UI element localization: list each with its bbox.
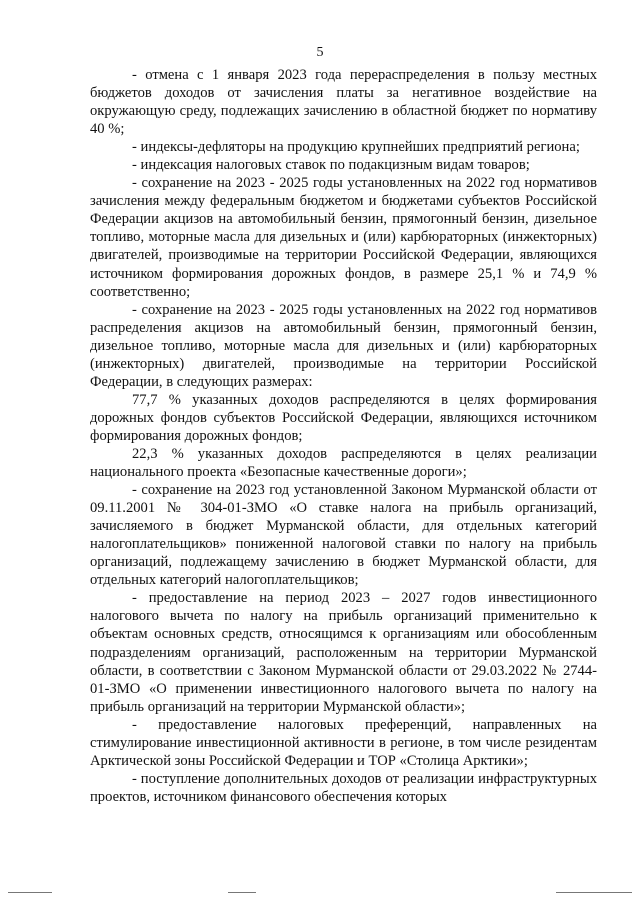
paragraph-reduced-profit-tax-rate: - сохранение на 2023 год установленной Законом Мурманской области от 09.11.2001 № 304-01-ЗМО «О ставке налога на прибыль организаций, зачисляемого в бюджет Мурманской области, для отдельных категорий налогоплательщиков» пониженной налоговой ставки по налогу на прибыль организаций, подлежащему зачислению в бюджет Мурманской области, для отдельных категорий налогоплательщиков; [90,482,597,589]
footer-rule-left [8,892,52,893]
paragraph-additional-revenue: - поступление дополнительных доходов от реализации инфраструктурных проектов, источником финансового обеспечения которых [90,770,597,805]
paragraph-national-project-share: 22,3 % указанных доходов распределяются в целях реализации национального проекта «Безопасные качественные дороги»; [90,445,597,481]
paragraph-excise-distribution: - сохранение на 2023 - 2025 годы установленных на 2022 год нормативов распределения акцизов на автомобильный бензин, прямогонный бензин, дизельное топливо, моторные масла для дизельных и (или) карбюраторных (инжекторных) двигателей, производимые на территории Российской Федерации, в следующих размерах: [90,301,597,390]
paragraph-local-budget-transfer: - отмена с 1 января 2023 года перераспределения в пользу местных бюджетов доходов от зачисления платы за негативное воздействие на окружающую среду, подлежащих зачислению в областной бюджет по нормативу 40 %; [90,67,597,138]
body-text [90,66,597,806]
paragraph-excise-allocation-federal: - сохранение на 2023 - 2025 годы установленных на 2022 год нормативов зачисления между федеральным бюджетом и бюджетами субъектов Российской Федерации акцизов на автомобильный бензин, прямогонный бензин, дизельное топливо, моторные масла для дизельных и (или) карбюраторных (инжекторных) двигателей, производимые на территории Российской Федерации, являющихся источником формирования дорожных фондов, в размере 25,1 % и 74,9 % соответственно; [90,175,597,300]
footer-rule-center [228,892,256,893]
paragraph-tax-preferences: - предоставление налоговых преференций, направленных на стимулирование инвестиционной активности в регионе, в том числе резидентам Арктической зоны Российской Федерации и ТОР «Столица Арктики»; [90,716,597,769]
paragraph-road-funds-share: 77,7 % указанных доходов распределяются в целях формирования дорожных фондов субъектов Российской Федерации, являющихся источником формирования дорожных фондов; [90,391,597,444]
paragraph-deflator-indexes: - индексы-дефляторы на продукцию крупнейших предприятий региона; [132,139,580,156]
page-number: 5 [316,45,324,60]
paragraph-excise-rate-indexation: - индексация налоговых ставок по подакцизным видам товаров; [132,157,530,174]
footer-rule-right [556,892,632,893]
paragraph-investment-tax-deduction: - предоставление на период 2023 – 2027 годов инвестиционного налогового вычета по налогу на прибыль организаций применительно к объектам основных средств, относящимся к организациям или обособленным подразделениям организаций, расположенным на территории Мурманской области, в соответствии с Законом Мурманской области от 29.03.2022 № 2744-01-ЗМО «О применении инвестиционного налогового вычета по налогу на прибыль организаций на территории Мурманской области»; [90,590,597,715]
